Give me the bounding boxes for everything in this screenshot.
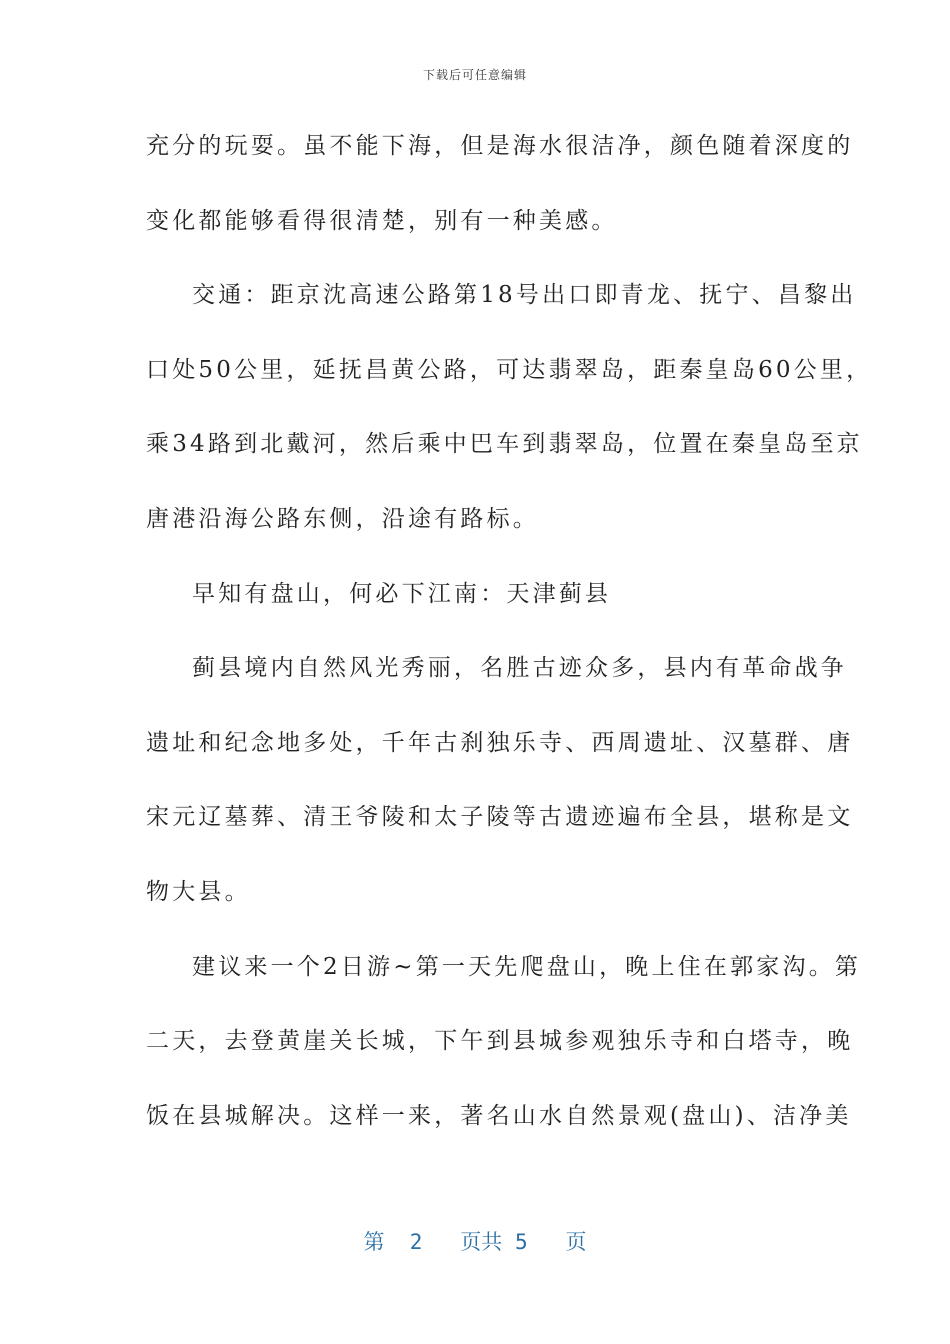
text-line: 充分的玩耍。虽不能下海，但是海水很洁净，颜色随着深度的 xyxy=(146,133,854,159)
text-line: 二天，去登黄崖关长城，下午到县城参观独乐寺和白塔寺，晚 xyxy=(146,1028,854,1055)
text-line: 物大县。 xyxy=(146,878,251,905)
page-header: 下载后可任意编辑 xyxy=(422,68,527,82)
text-line: 饭在县城解决。这样一来，著名山水自然景观(盘山)、洁净美 xyxy=(146,1102,852,1129)
text-line: 变化都能够看得很清楚，别有一种美感。 xyxy=(146,207,618,234)
text-line: 遗址和纪念地多处，千年古刹独乐寺、西周遗址、汉墓群、唐 xyxy=(146,729,854,756)
document-body xyxy=(146,120,873,1164)
text-line: 交通：距京沈高速公路第18号出口即青龙、抚宁、昌黎出 xyxy=(192,282,857,309)
text-line: 口处50公里，延抚昌黄公路，可达翡翠岛，距秦皇岛60公里， xyxy=(146,356,873,383)
text-line: 乘34路到北戴河，然后乘中巴车到翡翠岛，位置在秦皇岛至京 xyxy=(146,431,863,458)
text-line: 蓟县境内自然风光秀丽，名胜古迹众多，县内有革命战争 xyxy=(192,655,847,682)
page-number-footer: 第 2 页共 5 页 xyxy=(363,1230,587,1254)
section-heading: 早知有盘山，何必下江南：天津蓟县 xyxy=(192,580,612,607)
text-line: 建议来一个2日游~第一天先爬盘山，晚上住在郭家沟。第 xyxy=(192,953,862,980)
text-line: 唐港沿海公路东侧，沿途有路标。 xyxy=(146,505,539,532)
text-line: 宋元辽墓葬、清王爷陵和太子陵等古遗迹遍布全县，堪称是文 xyxy=(146,804,854,831)
